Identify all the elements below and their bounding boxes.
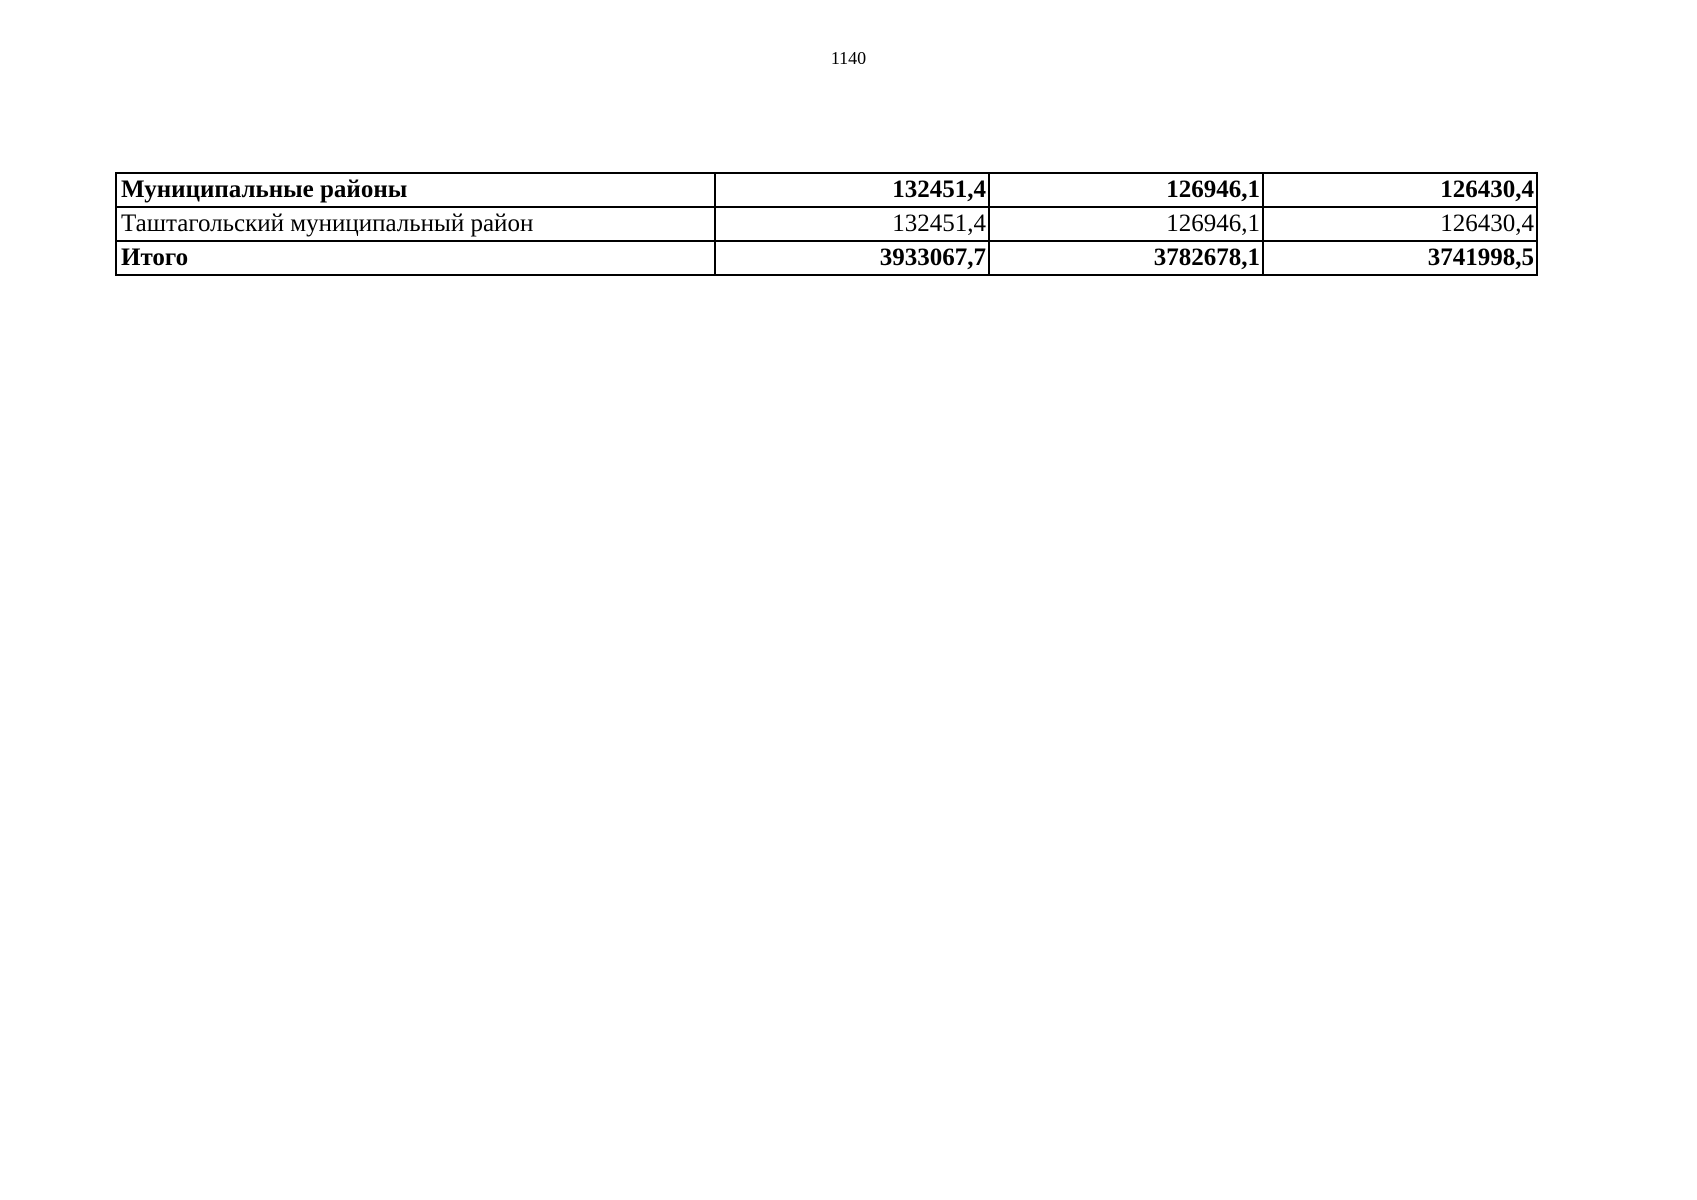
budget-table: [115, 172, 1538, 276]
page-number: 1140: [830, 48, 867, 68]
table-row-municipal-districts: [116, 173, 1537, 207]
value-cell: 126946,1: [989, 173, 1263, 207]
table-row-tashtagol-district: [116, 207, 1537, 241]
row-name: Муниципальные районы: [116, 173, 715, 207]
value-cell: 3933067,7: [715, 241, 989, 275]
value-cell: 126430,4: [1263, 207, 1537, 241]
value-cell: 126946,1: [989, 207, 1263, 241]
value-cell: 132451,4: [715, 207, 989, 241]
value-cell: 132451,4: [715, 173, 989, 207]
row-name: Таштагольский муниципальный район: [116, 207, 715, 241]
value-cell: 126430,4: [1263, 173, 1537, 207]
row-name: Итого: [116, 241, 715, 275]
table-row-total: [116, 241, 1537, 275]
value-cell: 3741998,5: [1263, 241, 1537, 275]
value-cell: 3782678,1: [989, 241, 1263, 275]
